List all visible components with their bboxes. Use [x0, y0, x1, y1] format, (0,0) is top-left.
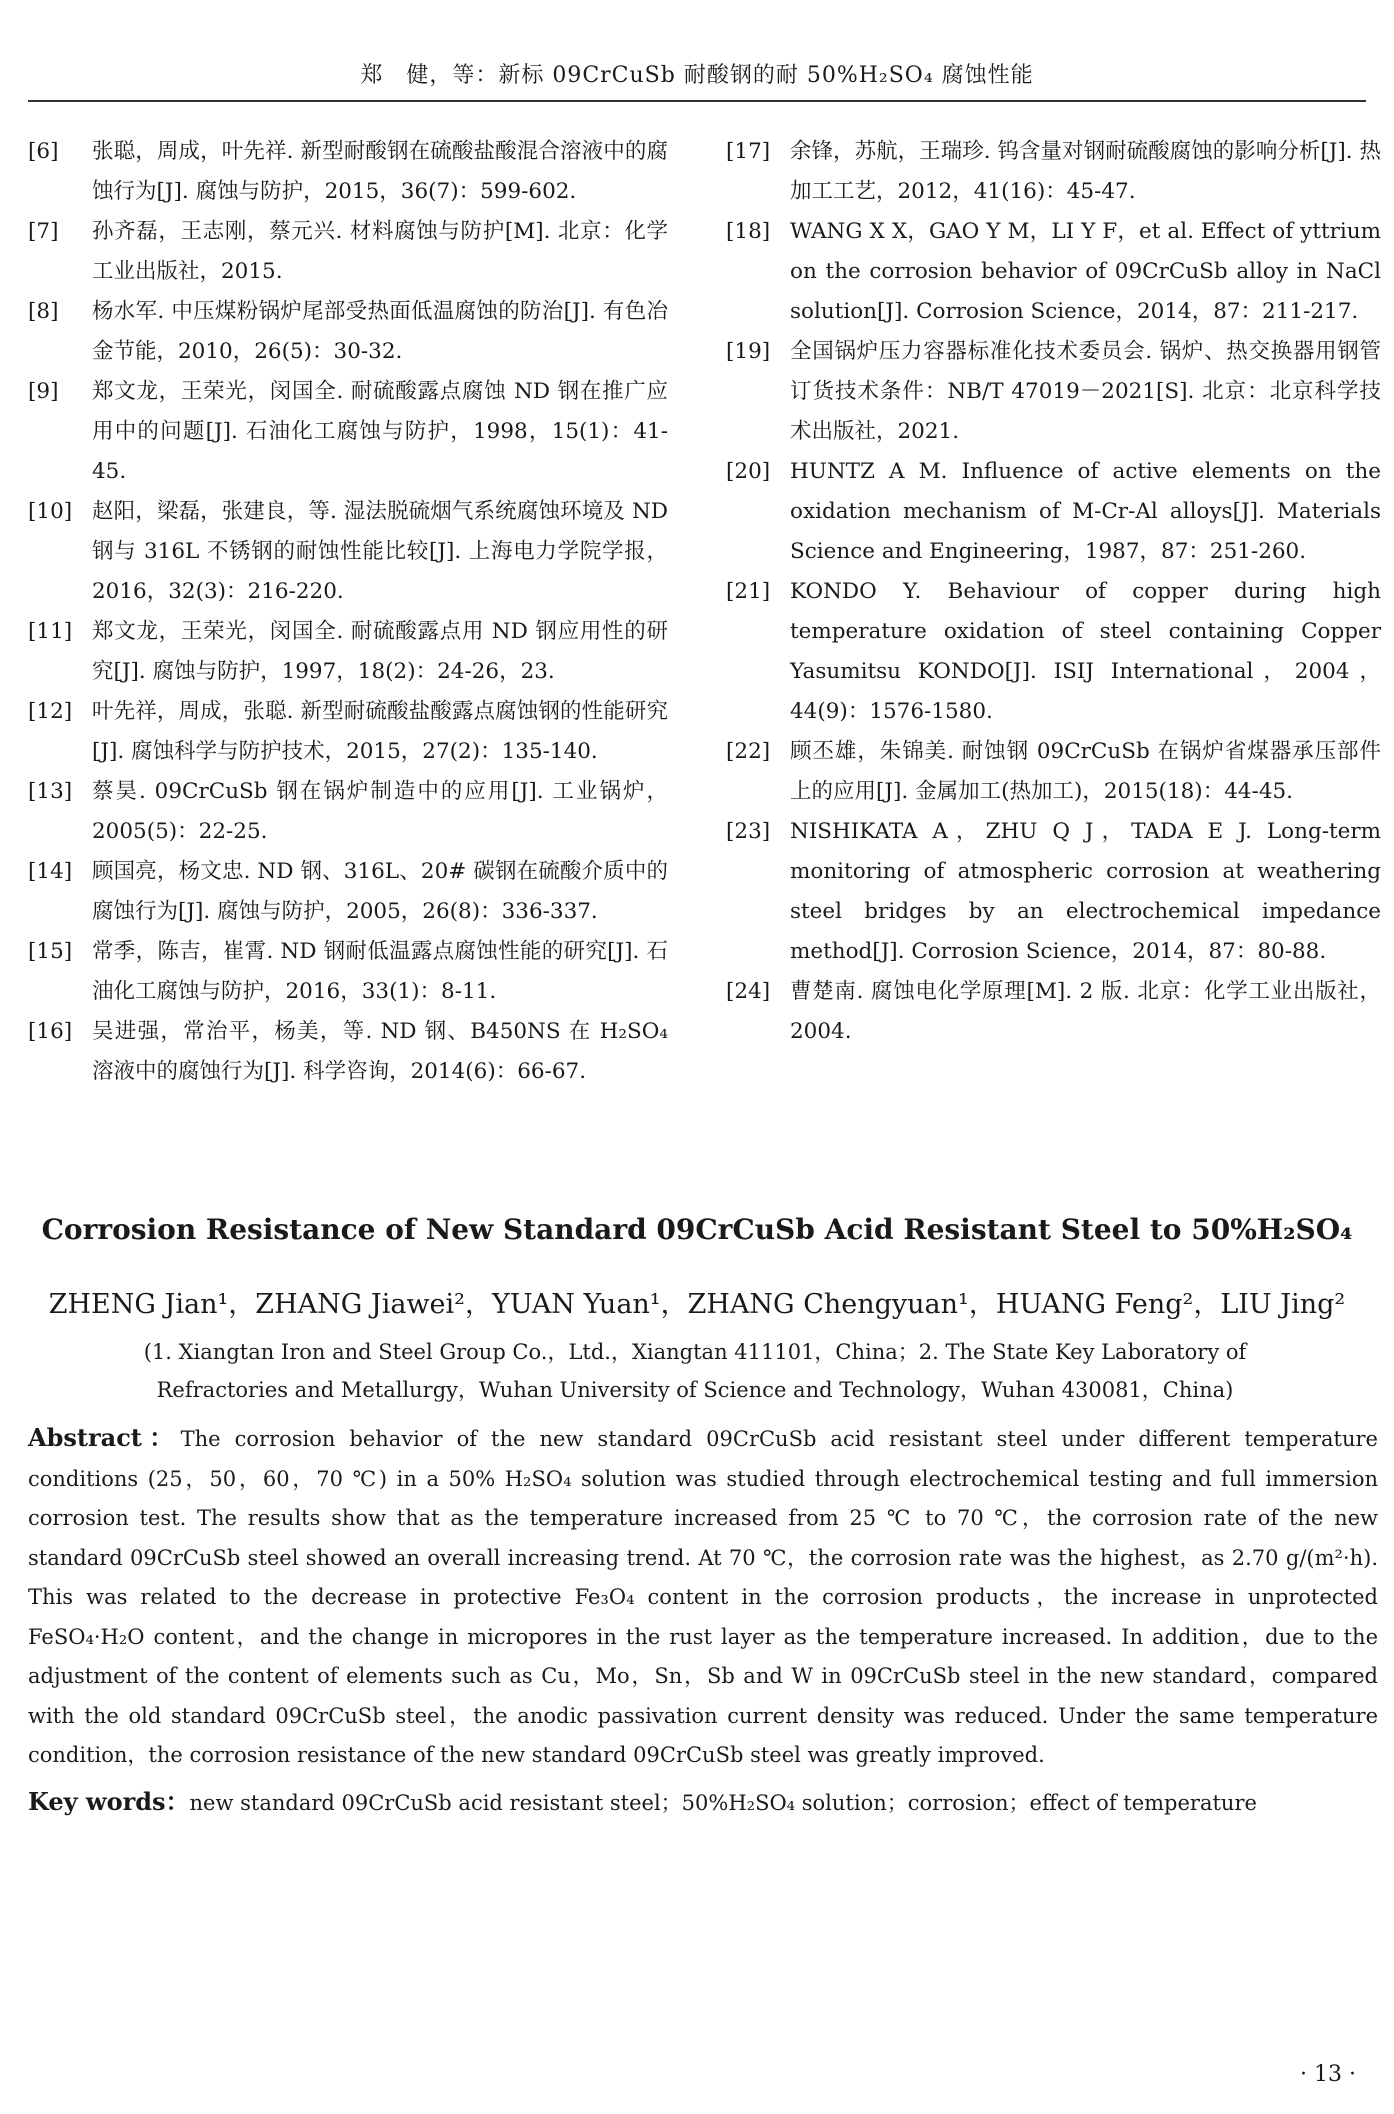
- reference-item: [28, 612, 668, 692]
- abstract-label: Abstract：: [28, 1423, 181, 1452]
- reference-item: [28, 1012, 668, 1092]
- reference-text: 郑文龙，王荣光，闵国全. 耐硫酸露点腐蚀 ND 钢在推广应用中的问题[J]. 石油化工腐蚀与防护，1998，15(1)：41-45.: [92, 379, 668, 484]
- english-affiliations: (1. Xiangtan Iron and Steel Group Co.，Ltd.，Xiangtan 411101，China；2. The State Key Laboratory of Refractories and Metallurgy，Wuhan University of Science and Technology，Wuhan 430081，China): [143, 1340, 1247, 1402]
- reference-text: NISHIKATA A，ZHU Q J，TADA E J. Long-term monitoring of atmospheric corrosion at weathering steel bridges by an electrochemical impedance method[J]. Corrosion Science，2014，87：80-88.: [790, 819, 1381, 964]
- header-rule: [28, 100, 1366, 102]
- reference-text: 曹楚南. 腐蚀电化学原理[M]. 2 版. 北京：化学工业出版社，2004.: [790, 979, 1381, 1044]
- english-authors: ZHENG Jian¹，ZHANG Jiawei²，YUAN Yuan¹，ZHANG Chengyuan¹，HUANG Feng²，LIU Jing²: [48, 1289, 1346, 1320]
- reference-number: [6]: [28, 139, 59, 164]
- abstract: [28, 1418, 1378, 1776]
- reference-number: [13]: [28, 779, 73, 804]
- abstract-text: The corrosion behavior of the new standard 09CrCuSb acid resistant steel under different temperature conditions (25，50，60，70 ℃) in a 50% H₂SO₄ solution was studied through electrochemical testing and full immersion corrosion test. The results show that as the temperature increased from 25 ℃ to 70 ℃，the corrosion rate of the new standard 09CrCuSb steel showed an overall increasing trend. At 70 ℃，the corrosion rate was the highest，as 2.70 g/(m²·h). This was related to the decrease in protective Fe₃O₄ content in the corrosion products，the increase in unprotected FeSO₄·H₂O content，and the change in micropores in the rust layer as the temperature increased. In addition，due to the adjustment of the content of elements such as Cu，Mo，Sn，Sb and W in 09CrCuSb steel in the new standard，compared with the old standard 09CrCuSb steel，the anodic passivation current density was reduced. Under the same temperature condition，the corrosion resistance of the new standard 09CrCuSb steel was greatly improved.: [28, 1427, 1378, 1767]
- reference-item: [726, 972, 1381, 1052]
- reference-item: [28, 852, 668, 932]
- reference-number: [9]: [28, 379, 59, 404]
- reference-number: [19]: [726, 339, 771, 364]
- reference-text: 全国锅炉压力容器标准化技术委员会. 锅炉、热交换器用钢管订货技术条件：NB/T 47019－2021[S]. 北京：北京科学技术出版社，2021.: [790, 339, 1381, 444]
- reference-item: [28, 692, 668, 772]
- references-left-column: [28, 132, 668, 1092]
- reference-number: [11]: [28, 619, 73, 644]
- reference-item: [726, 212, 1381, 332]
- reference-number: [14]: [28, 859, 73, 884]
- reference-text: KONDO Y. Behaviour of copper during high temperature oxidation of steel containing Copper Yasumitsu KONDO[J]. ISIJ International，2004，44(9)：1576-1580.: [790, 579, 1381, 724]
- reference-text: HUNTZ A M. Influence of active elements on the oxidation mechanism of M-Cr-Al alloys[J]. Materials Science and Engineering，1987，87：251-260.: [790, 459, 1381, 564]
- keywords-label: Key words：: [28, 1787, 190, 1816]
- reference-number: [22]: [726, 739, 771, 764]
- references-right-column: [726, 132, 1381, 1052]
- reference-number: [17]: [726, 139, 771, 164]
- reference-item: [28, 372, 668, 492]
- reference-number: [8]: [28, 299, 59, 324]
- reference-text: 赵阳，梁磊，张建良，等. 湿法脱硫烟气系统腐蚀环境及 ND 钢与 316L 不锈钢的耐蚀性能比较[J]. 上海电力学院学报，2016，32(3)：216-220.: [92, 499, 668, 604]
- english-title: Corrosion Resistance of New Standard 09CrCuSb Acid Resistant Steel to 50%H₂SO₄: [41, 1213, 1353, 1246]
- reference-item: [28, 212, 668, 292]
- page-number: · 13 ·: [1300, 2062, 1356, 2087]
- reference-number: [18]: [726, 219, 771, 244]
- reference-text: 吴进强，常治平，杨美，等. ND 钢、B450NS 在 H₂SO₄ 溶液中的腐蚀行为[J]. 科学咨询，2014(6)：66-67.: [92, 1019, 668, 1084]
- reference-item: [726, 732, 1381, 812]
- keywords: [28, 1782, 1378, 1823]
- reference-text: 余锋，苏航，王瑞珍. 钨含量对钢耐硫酸腐蚀的影响分析[J]. 热加工工艺，2012，41(16)：45-47.: [790, 139, 1381, 204]
- reference-number: [10]: [28, 499, 73, 524]
- reference-item: [726, 132, 1381, 212]
- reference-number: [24]: [726, 979, 771, 1004]
- reference-text: 叶先祥，周成，张聪. 新型耐硫酸盐酸露点腐蚀钢的性能研究[J]. 腐蚀科学与防护技术，2015，27(2)：135-140.: [92, 699, 668, 764]
- reference-text: WANG X X，GAO Y M，LI Y F，et al. Effect of yttrium on the corrosion behavior of 09CrCuSb alloy in NaCl solution[J]. Corrosion Science，2014，87：211-217.: [790, 219, 1381, 324]
- reference-number: [7]: [28, 219, 59, 244]
- reference-number: [12]: [28, 699, 73, 724]
- reference-text: 顾丕雄，朱锦美. 耐蚀钢 09CrCuSb 在锅炉省煤器承压部件上的应用[J]. 金属加工(热加工)，2015(18)：44-45.: [790, 739, 1381, 804]
- reference-item: [28, 292, 668, 372]
- reference-text: 郑文龙，王荣光，闵国全. 耐硫酸露点用 ND 钢应用性的研究[J]. 腐蚀与防护，1997，18(2)：24-26，23.: [92, 619, 668, 684]
- running-header: 郑 健，等：新标 09CrCuSb 耐酸钢的耐 50%H₂SO₄ 腐蚀性能: [360, 63, 1034, 88]
- reference-item: [28, 492, 668, 612]
- reference-item: [726, 812, 1381, 972]
- reference-item: [28, 132, 668, 212]
- reference-text: 孙齐磊，王志刚，蔡元兴. 材料腐蚀与防护[M]. 北京：化学工业出版社，2015.: [92, 219, 668, 284]
- reference-number: [21]: [726, 579, 771, 604]
- reference-text: 张聪，周成，叶先祥. 新型耐酸钢在硫酸盐酸混合溶液中的腐蚀行为[J]. 腐蚀与防护，2015，36(7)：599-602.: [92, 139, 668, 204]
- reference-number: [23]: [726, 819, 771, 844]
- reference-item: [726, 332, 1381, 452]
- reference-item: [28, 772, 668, 852]
- reference-number: [16]: [28, 1019, 73, 1044]
- reference-item: [726, 572, 1381, 732]
- reference-number: [20]: [726, 459, 771, 484]
- reference-item: [726, 452, 1381, 572]
- reference-text: 蔡昊. 09CrCuSb 钢在锅炉制造中的应用[J]. 工业锅炉，2005(5)：22-25.: [92, 779, 668, 844]
- keywords-text: new standard 09CrCuSb acid resistant steel；50%H₂SO₄ solution；corrosion；effect of temperature: [189, 1791, 1257, 1815]
- reference-item: [28, 932, 668, 1012]
- reference-text: 顾国亮，杨文忠. ND 钢、316L、20# 碳钢在硫酸介质中的腐蚀行为[J]. 腐蚀与防护，2005，26(8)：336-337.: [92, 859, 668, 924]
- reference-text: 杨水军. 中压煤粉锅炉尾部受热面低温腐蚀的防治[J]. 有色冶金节能，2010，26(5)：30-32.: [92, 299, 668, 364]
- reference-number: [15]: [28, 939, 73, 964]
- reference-text: 常季，陈吉，崔霄. ND 钢耐低温露点腐蚀性能的研究[J]. 石油化工腐蚀与防护，2016，33(1)：8-11.: [92, 939, 668, 1004]
